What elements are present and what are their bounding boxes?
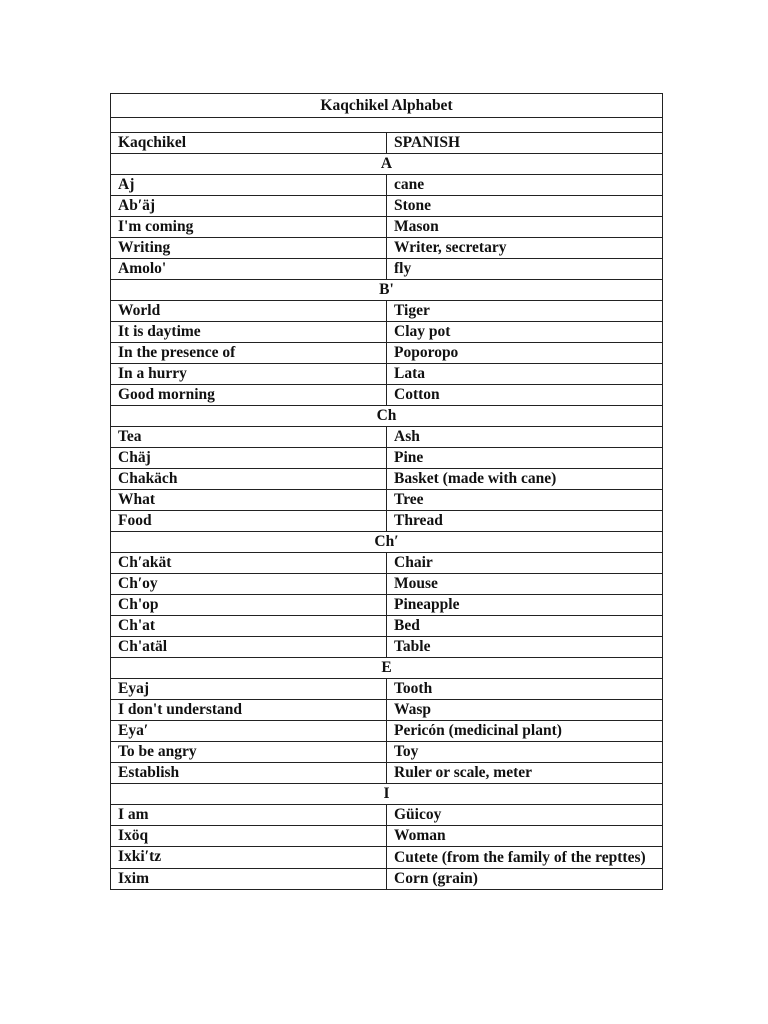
table-row	[111, 847, 663, 869]
kaqchikel-cell: Ab′äj	[111, 196, 387, 217]
table-row	[111, 826, 663, 847]
kaqchikel-cell: Tea	[111, 427, 387, 448]
title-row	[111, 94, 663, 118]
section-letter: E	[111, 658, 663, 679]
spanish-cell: Bed	[387, 616, 663, 637]
table-row	[111, 869, 663, 890]
spanish-cell: Pericón (medicinal plant)	[387, 721, 663, 742]
kaqchikel-cell: Ch′oy	[111, 574, 387, 595]
spanish-cell: Stone	[387, 196, 663, 217]
table-row	[111, 259, 663, 280]
table-row	[111, 637, 663, 658]
table-row	[111, 364, 663, 385]
spanish-cell: Güicoy	[387, 805, 663, 826]
spanish-cell: Cutete (from the family of the repttes)	[387, 847, 663, 869]
table-row	[111, 343, 663, 364]
kaqchikel-cell: Ixki′tz	[111, 847, 387, 869]
kaqchikel-cell: In the presence of	[111, 343, 387, 364]
spanish-cell: Toy	[387, 742, 663, 763]
spanish-cell: Corn (grain)	[387, 869, 663, 890]
table-row	[111, 574, 663, 595]
spanish-cell: Ruler or scale, meter	[387, 763, 663, 784]
spanish-cell: Cotton	[387, 385, 663, 406]
kaqchikel-cell: I am	[111, 805, 387, 826]
spanish-cell: Mouse	[387, 574, 663, 595]
kaqchikel-cell: World	[111, 301, 387, 322]
kaqchikel-cell: Eya′	[111, 721, 387, 742]
table-row	[111, 721, 663, 742]
section-header-row	[111, 154, 663, 175]
spanish-cell: Table	[387, 637, 663, 658]
kaqchikel-cell: In a hurry	[111, 364, 387, 385]
table-row	[111, 595, 663, 616]
section-header-row	[111, 532, 663, 553]
spanish-cell: Wasp	[387, 700, 663, 721]
section-letter: Ch′	[111, 532, 663, 553]
section-letter: I	[111, 784, 663, 805]
column-header-spanish: SPANISH	[387, 133, 663, 154]
blank-row	[111, 118, 663, 133]
table-row	[111, 490, 663, 511]
spanish-cell: Tree	[387, 490, 663, 511]
kaqchikel-cell: Ixöq	[111, 826, 387, 847]
table-row	[111, 511, 663, 532]
table-row	[111, 469, 663, 490]
table-row	[111, 700, 663, 721]
spanish-cell: Basket (made with cane)	[387, 469, 663, 490]
column-header-kaqchikel: Kaqchikel	[111, 133, 387, 154]
section-header-row	[111, 280, 663, 301]
spanish-cell: fly	[387, 259, 663, 280]
table-row	[111, 805, 663, 826]
table-row	[111, 196, 663, 217]
section-header-row	[111, 406, 663, 427]
kaqchikel-cell: Writing	[111, 238, 387, 259]
column-header-row	[111, 133, 663, 154]
section-letter: Ch	[111, 406, 663, 427]
spanish-cell: Tooth	[387, 679, 663, 700]
kaqchikel-cell: Aj	[111, 175, 387, 196]
table-row	[111, 238, 663, 259]
kaqchikel-cell: Ixim	[111, 869, 387, 890]
kaqchikel-cell: Good morning	[111, 385, 387, 406]
table-row	[111, 175, 663, 196]
table-row	[111, 385, 663, 406]
kaqchikel-cell: Food	[111, 511, 387, 532]
kaqchikel-cell: Establish	[111, 763, 387, 784]
spanish-cell: Poporopo	[387, 343, 663, 364]
kaqchikel-cell: Ch'atäl	[111, 637, 387, 658]
table-row	[111, 217, 663, 238]
table-row	[111, 763, 663, 784]
table-row	[111, 322, 663, 343]
table-title: Kaqchikel Alphabet	[111, 94, 663, 118]
section-header-row	[111, 658, 663, 679]
spanish-cell: Woman	[387, 826, 663, 847]
kaqchikel-cell: Chäj	[111, 448, 387, 469]
table-row	[111, 742, 663, 763]
kaqchikel-cell: What	[111, 490, 387, 511]
kaqchikel-cell: Ch'at	[111, 616, 387, 637]
table-row	[111, 427, 663, 448]
kaqchikel-cell: It is daytime	[111, 322, 387, 343]
table-row	[111, 616, 663, 637]
spanish-cell: Writer, secretary	[387, 238, 663, 259]
blank-cell	[111, 118, 663, 133]
spanish-cell: Lata	[387, 364, 663, 385]
spanish-cell: Chair	[387, 553, 663, 574]
section-header-row	[111, 784, 663, 805]
table-row	[111, 553, 663, 574]
spanish-cell: Clay pot	[387, 322, 663, 343]
kaqchikel-cell: I'm coming	[111, 217, 387, 238]
kaqchikel-cell: Chakäch	[111, 469, 387, 490]
section-letter: A	[111, 154, 663, 175]
table-row	[111, 679, 663, 700]
spanish-cell: Ash	[387, 427, 663, 448]
kaqchikel-cell: I don't understand	[111, 700, 387, 721]
alphabet-table	[110, 93, 663, 890]
spanish-cell: Mason	[387, 217, 663, 238]
table-row	[111, 448, 663, 469]
kaqchikel-cell: Amolo'	[111, 259, 387, 280]
spanish-cell: Pineapple	[387, 595, 663, 616]
section-letter: B'	[111, 280, 663, 301]
kaqchikel-cell: Ch'op	[111, 595, 387, 616]
spanish-cell: Tiger	[387, 301, 663, 322]
spanish-cell: Pine	[387, 448, 663, 469]
kaqchikel-cell: To be angry	[111, 742, 387, 763]
kaqchikel-cell: Eyaj	[111, 679, 387, 700]
kaqchikel-cell: Ch′akät	[111, 553, 387, 574]
spanish-cell: Thread	[387, 511, 663, 532]
table-row	[111, 301, 663, 322]
spanish-cell: cane	[387, 175, 663, 196]
